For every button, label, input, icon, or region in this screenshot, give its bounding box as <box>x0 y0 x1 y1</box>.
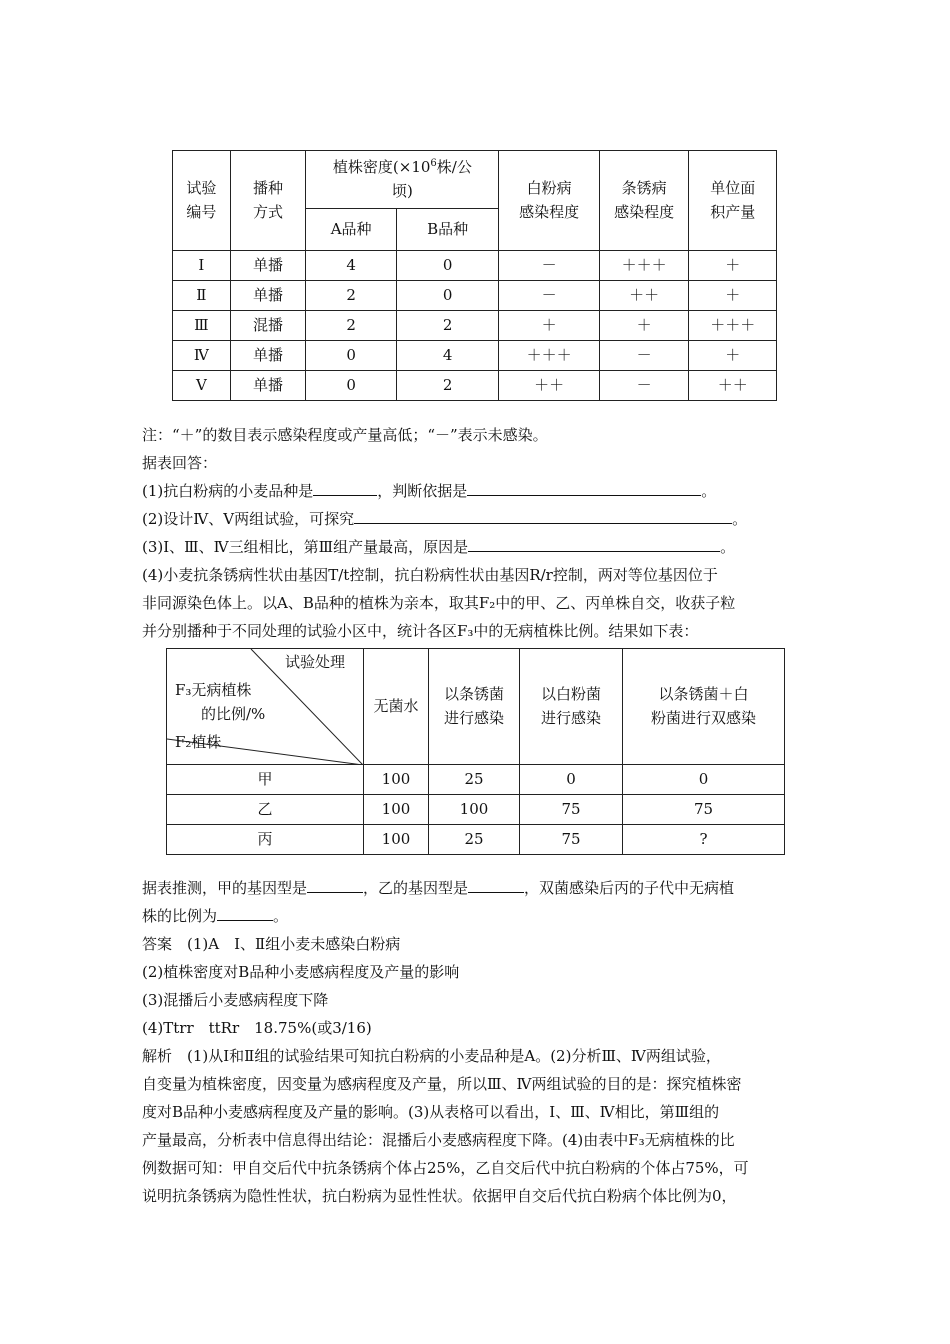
f3-result-table <box>166 648 785 855</box>
cell: 单播 <box>230 251 306 281</box>
header-yield: 单位面 积产量 <box>689 151 777 251</box>
cell: 100 <box>364 765 429 795</box>
diagonal-header-cell <box>167 649 364 765</box>
header-double-infection: 以条锈菌＋白 粉菌进行双感染 <box>623 649 785 765</box>
cell: ＋ <box>499 311 599 341</box>
header-variety-a: A品种 <box>306 209 397 251</box>
answer-line: 答案 (1)A Ⅰ、Ⅱ组小麦未感染白粉病 <box>142 935 401 953</box>
header-method: 播种 方式 <box>230 151 306 251</box>
cell: 100 <box>364 795 429 825</box>
cell: 单播 <box>230 281 306 311</box>
header-sterile-water: 无菌水 <box>364 649 429 765</box>
answer-blank[interactable] <box>313 478 377 496</box>
cell: ＋＋ <box>499 371 599 401</box>
corner-mid-label: 的比例/% <box>201 705 266 723</box>
answer-blank[interactable] <box>217 903 273 921</box>
cell: 甲 <box>167 765 364 795</box>
analysis-line: 产量最高，分析表中信息得出结论：混播后小麦感病程度下降。(4)由表中F₃无病植株的比 <box>142 1131 735 1149</box>
cell: 25 <box>429 765 520 795</box>
cell: ? <box>623 825 785 855</box>
cell: Ⅱ <box>173 281 231 311</box>
answer-blank[interactable] <box>307 875 363 893</box>
cell: ＋＋＋ <box>689 311 777 341</box>
cell: 0 <box>306 371 397 401</box>
cell: ＋ <box>689 281 777 311</box>
answer-blank[interactable] <box>468 534 720 552</box>
cell: － <box>499 281 599 311</box>
cell: 单播 <box>230 371 306 401</box>
header-variety-b: B品种 <box>396 209 499 251</box>
cell: ＋ <box>599 311 689 341</box>
analysis-line: 解析 (1)从Ⅰ和Ⅱ组的试验结果可知抗白粉病的小麦品种是A。(2)分析Ⅲ、Ⅳ两组试验， <box>142 1047 721 1065</box>
cell: ＋ <box>689 251 777 281</box>
cell: ＋＋ <box>599 281 689 311</box>
prompt: 据表回答： <box>142 454 218 472</box>
question-4-line: 非同源染色体上。以A、B品种的植株为亲本，取其F₂中的甲、乙、丙单株自交，收获子粒 <box>142 594 736 612</box>
answer-line: (3)混播后小麦感病程度下降 <box>142 991 329 1009</box>
cell: 75 <box>520 825 623 855</box>
answer-line: (2)植株密度对B品种小麦感病程度及产量的影响 <box>142 963 460 981</box>
question-4-line: (4)小麦抗条锈病性状由基因T/t控制，抗白粉病性状由基因R/r控制，两对等位基因位于 <box>142 566 718 584</box>
cell: 2 <box>306 311 397 341</box>
cell: 0 <box>520 765 623 795</box>
table-row <box>173 371 777 401</box>
cell: 25 <box>429 825 520 855</box>
question-4-line: 并分别播种于不同处理的试验小区中，统计各区F₃中的无病植株比例。结果如下表： <box>142 622 699 640</box>
cell: 丙 <box>167 825 364 855</box>
cell: 0 <box>306 341 397 371</box>
cell: － <box>599 371 689 401</box>
cell: 100 <box>364 825 429 855</box>
cell: Ⅳ <box>173 341 231 371</box>
cell: 2 <box>396 371 499 401</box>
cell: 2 <box>396 311 499 341</box>
question-2: (2)设计Ⅳ、Ⅴ两组试验，可探究 。 <box>142 505 814 533</box>
cell: Ⅴ <box>173 371 231 401</box>
cell: Ⅲ <box>173 311 231 341</box>
cell: 乙 <box>167 795 364 825</box>
cell: 0 <box>396 281 499 311</box>
cell: 4 <box>396 341 499 371</box>
table-row <box>167 825 785 855</box>
cell: － <box>499 251 599 281</box>
cell: 2 <box>306 281 397 311</box>
table-row <box>167 765 785 795</box>
inference-line: 据表推测，甲的基因型是 ，乙的基因型是 ，双菌感染后丙的子代中无病植 <box>142 874 814 902</box>
header-powdery-infection: 以白粉菌 进行感染 <box>520 649 623 765</box>
table-row <box>173 251 777 281</box>
answer-blank[interactable] <box>467 478 701 496</box>
question-3: (3)Ⅰ、Ⅲ、Ⅳ三组相比，第Ⅲ组产量最高，原因是 。 <box>142 533 814 561</box>
note: 注：“＋”的数目表示感染程度或产量高低；“－”表示未感染。 <box>142 426 548 444</box>
analysis-line: 说明抗条锈病为隐性性状，抗白粉病为显性性状。依据甲自交后代抗白粉病个体比例为0， <box>142 1187 737 1205</box>
cell: 4 <box>306 251 397 281</box>
cell: － <box>599 341 689 371</box>
header-rust: 条锈病 感染程度 <box>599 151 689 251</box>
analysis-line: 自变量为植株密度，因变量为感病程度及产量，所以Ⅲ、Ⅳ两组试验的目的是：探究植株密 <box>142 1075 742 1093</box>
question-1: (1)抗白粉病的小麦品种是 ，判断依据是 。 <box>142 477 814 505</box>
table-row <box>173 311 777 341</box>
cell: 75 <box>520 795 623 825</box>
cell: 0 <box>623 765 785 795</box>
corner-bottom-label: F₂植株 <box>175 733 222 751</box>
cell: 混播 <box>230 311 306 341</box>
corner-mid-label: F₃无病植株 <box>175 681 252 699</box>
cell: Ⅰ <box>173 251 231 281</box>
experiment-table <box>172 150 777 401</box>
table-row <box>173 341 777 371</box>
cell: ＋＋ <box>689 371 777 401</box>
analysis-line: 度对B品种小麦感病程度及产量的影响。(3)从表格可以看出，Ⅰ、Ⅲ、Ⅳ相比，第Ⅲ组的 <box>142 1103 720 1121</box>
cell: 单播 <box>230 341 306 371</box>
cell: ＋＋＋ <box>599 251 689 281</box>
table-row <box>173 281 777 311</box>
header-powdery: 白粉病 感染程度 <box>499 151 599 251</box>
cell: 100 <box>429 795 520 825</box>
cell: 0 <box>396 251 499 281</box>
table-row <box>167 795 785 825</box>
analysis-line: 例数据可知：甲自交后代中抗条锈病个体占25%，乙自交后代中抗白粉病的个体占75%，可 <box>142 1159 749 1177</box>
questions-block <box>142 421 814 645</box>
corner-top-label: 试验处理 <box>285 653 346 671</box>
header-id: 试验 编号 <box>173 151 231 251</box>
answer-line: (4)Ttrr ttRr 18.75%(或3/16) <box>142 1019 372 1037</box>
header-density: 植株密度($\times 10^6$株/公 顷) <box>306 151 499 209</box>
header-rust-infection: 以条锈菌 进行感染 <box>429 649 520 765</box>
cell: ＋ <box>689 341 777 371</box>
answer-blank[interactable] <box>468 875 524 893</box>
answer-block <box>142 874 814 1210</box>
cell: ＋＋＋ <box>499 341 599 371</box>
answer-blank[interactable] <box>354 506 732 524</box>
cell: 75 <box>623 795 785 825</box>
inference-line: 株的比例为 。 <box>142 902 814 930</box>
